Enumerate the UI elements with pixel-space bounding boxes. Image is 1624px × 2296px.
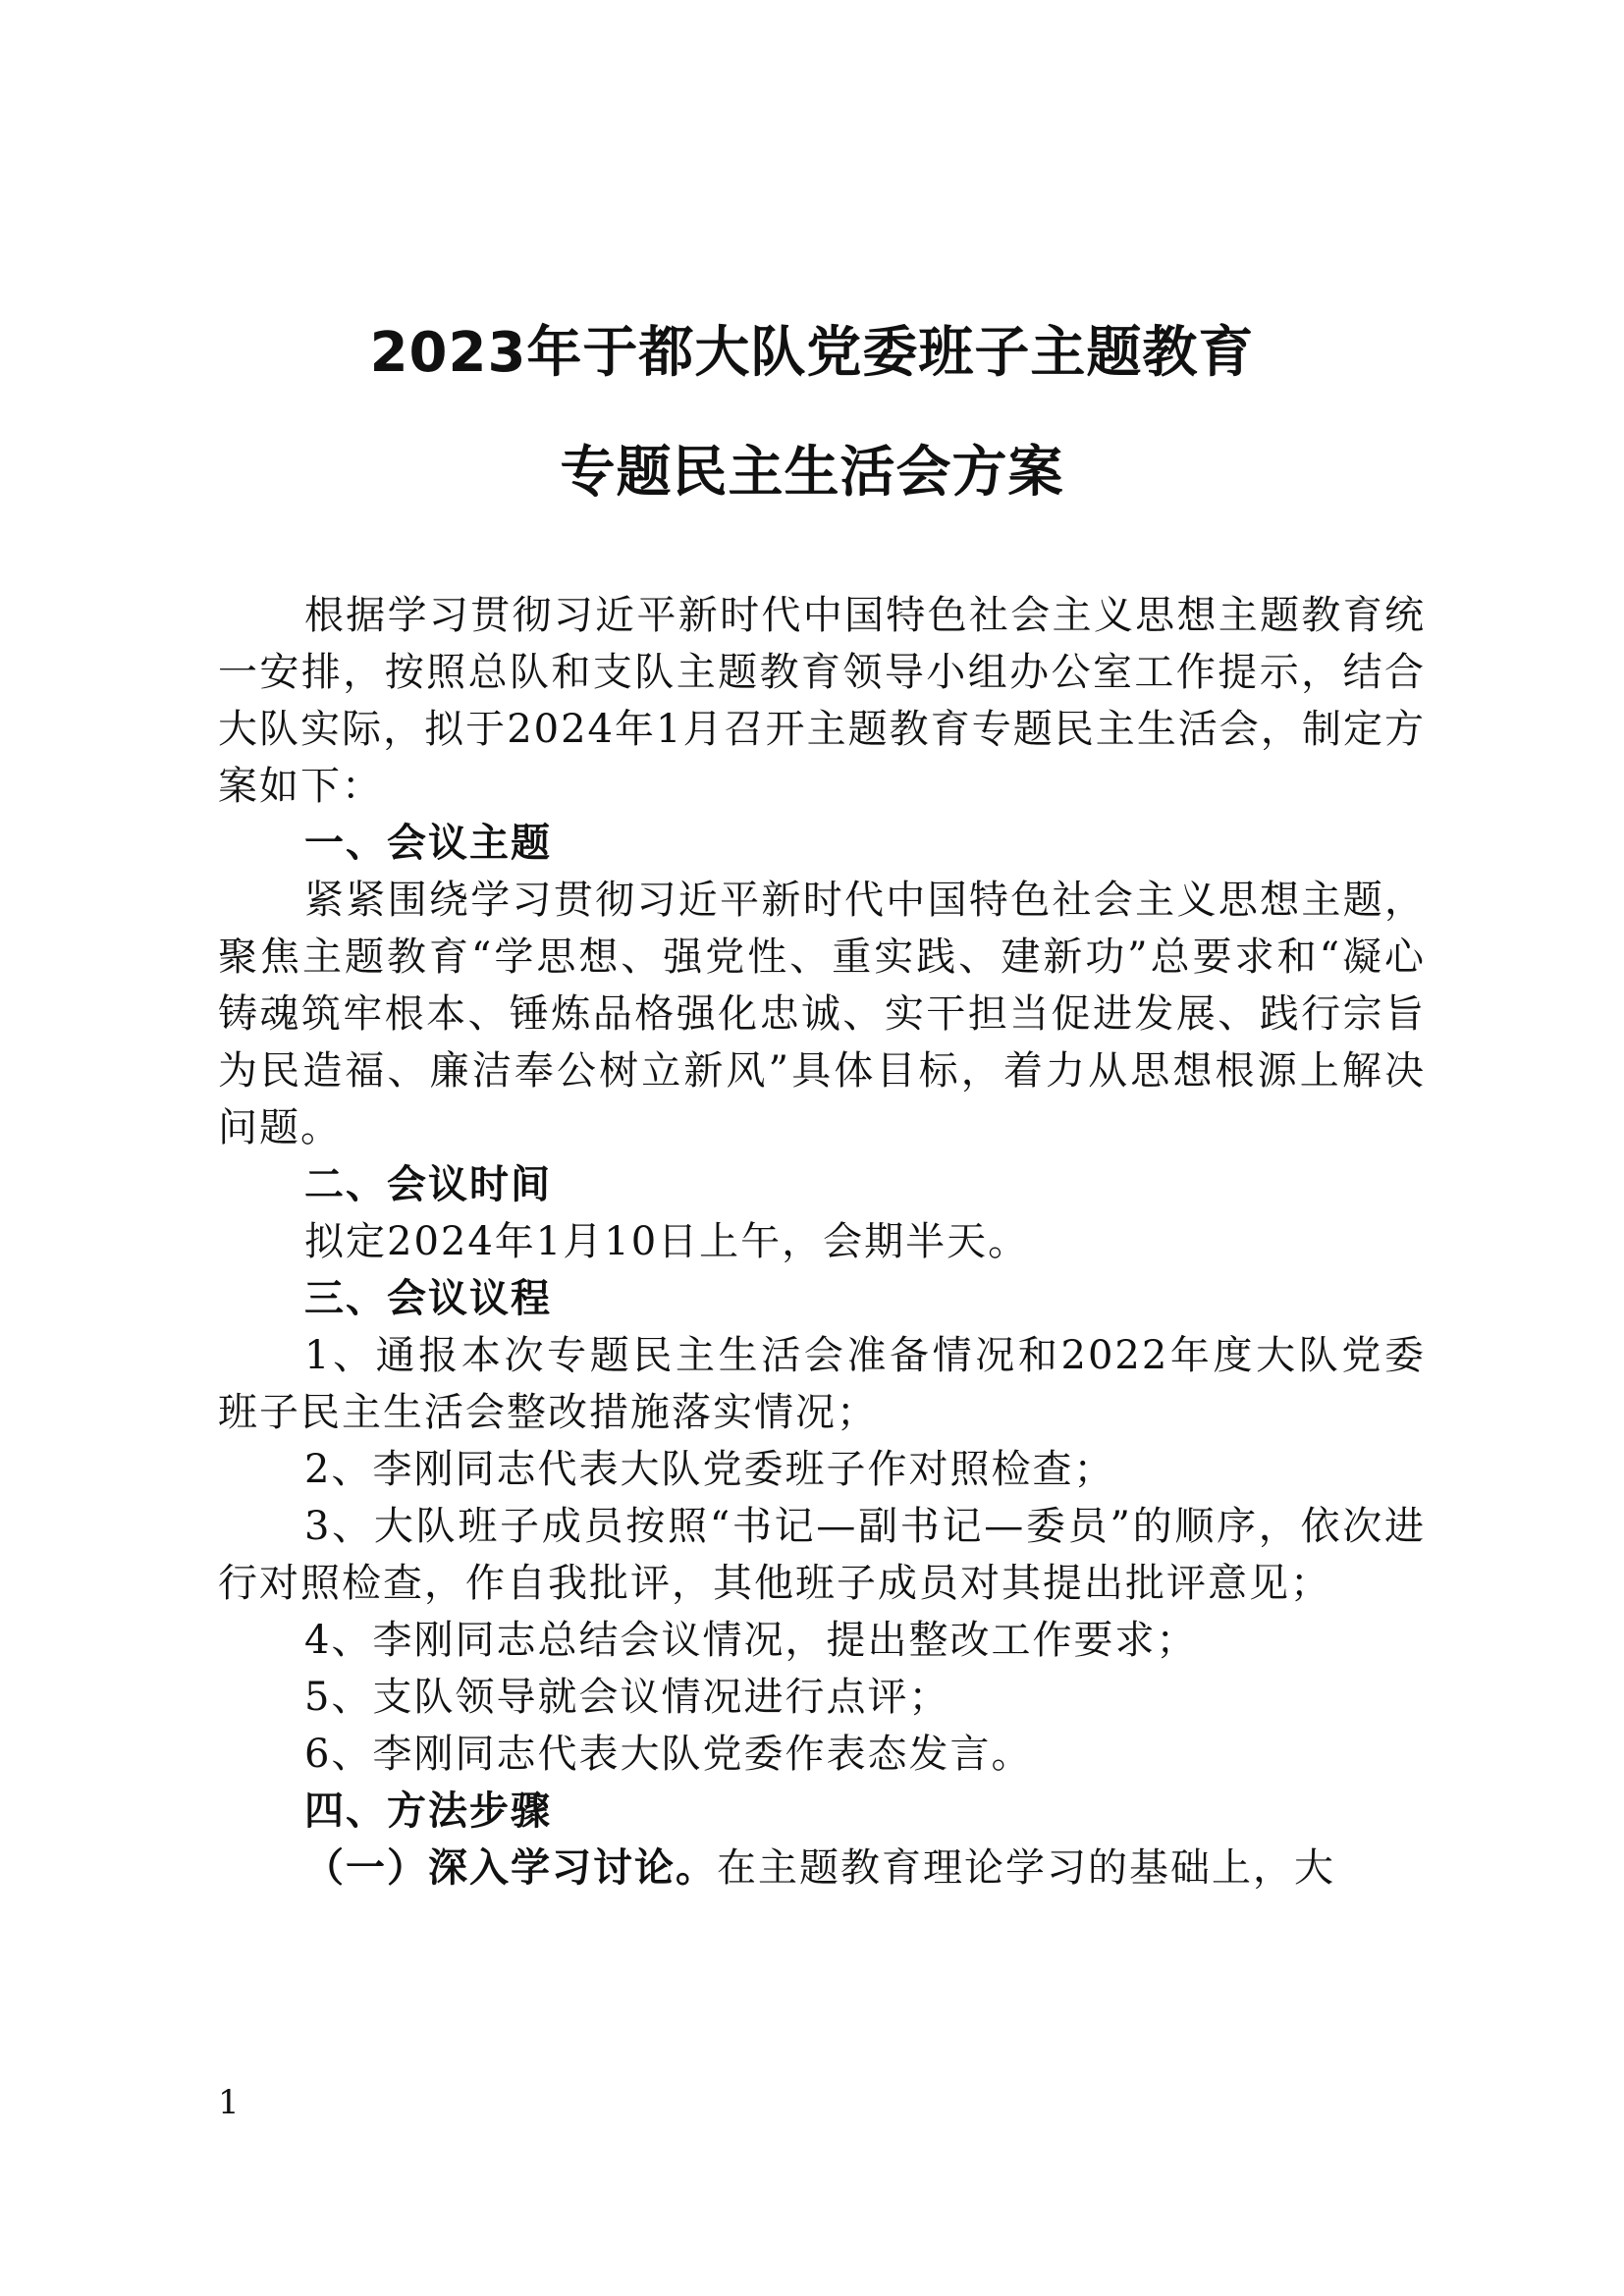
section-4-subsection-1 — [218, 1840, 1426, 1896]
document-title-line-2: 专题民主生活会方案 — [560, 441, 1064, 505]
page-number: 1 — [218, 2083, 240, 2122]
document-body — [218, 587, 1426, 1896]
agenda-item-1: 1、通报本次专题民主生活会准备情况和2022年度大队党委班子民主生活会整改措施落实情况； — [218, 1333, 1426, 1435]
document-title-line-1: 2023年于都大队党委班子主题教育 — [369, 321, 1255, 385]
subsection-1-lead: （一）深入学习讨论。 — [304, 1845, 717, 1891]
agenda-item-5: 5、支队领导就会议情况进行点评； — [304, 1675, 950, 1720]
agenda-item-4: 4、李刚同志总结会议情况，提出整改工作要求； — [304, 1618, 1198, 1663]
section-1-paragraph: 紧紧围绕学习贯彻习近平新时代中国特色社会主义思想主题，聚焦主题教育“学思想、强党性、重实践、建新功”总要求和“凝心铸魂筑牢根本、锤炼品格强化忠诚、实干担当促进发展、践行宗旨为民造福、廉洁奉公树立新风”具体目标，着力从思想根源上解决问题。 — [218, 878, 1426, 1150]
subsection-1-text: 在主题教育理论学习的基础上，大 — [717, 1845, 1335, 1891]
agenda-item-6: 6、李刚同志代表大队党委作表态发言。 — [304, 1732, 1033, 1777]
section-1-heading: 一、会议主题 — [304, 821, 552, 866]
intro-paragraph: 根据学习贯彻习近平新时代中国特色社会主义思想主题教育统一安排，按照总队和支队主题教育领导小组办公室工作提示，结合大队实际，拟于2024年1月召开主题教育专题民主生活会，制定方案如下： — [218, 593, 1426, 809]
section-2-paragraph: 拟定2024年1月10日上午，会期半天。 — [304, 1219, 1030, 1264]
agenda-item-3: 3、大队班子成员按照“书记—副书记—委员”的顺序，依次进行对照检查，作自我批评，其他班子成员对其提出批评意见； — [218, 1504, 1426, 1606]
agenda-item-2: 2、李刚同志代表大队党委班子作对照检查； — [304, 1447, 1115, 1492]
section-3-heading: 三、会议议程 — [304, 1276, 552, 1321]
section-2-heading: 二、会议时间 — [304, 1162, 552, 1207]
section-4-heading: 四、方法步骤 — [304, 1789, 552, 1834]
